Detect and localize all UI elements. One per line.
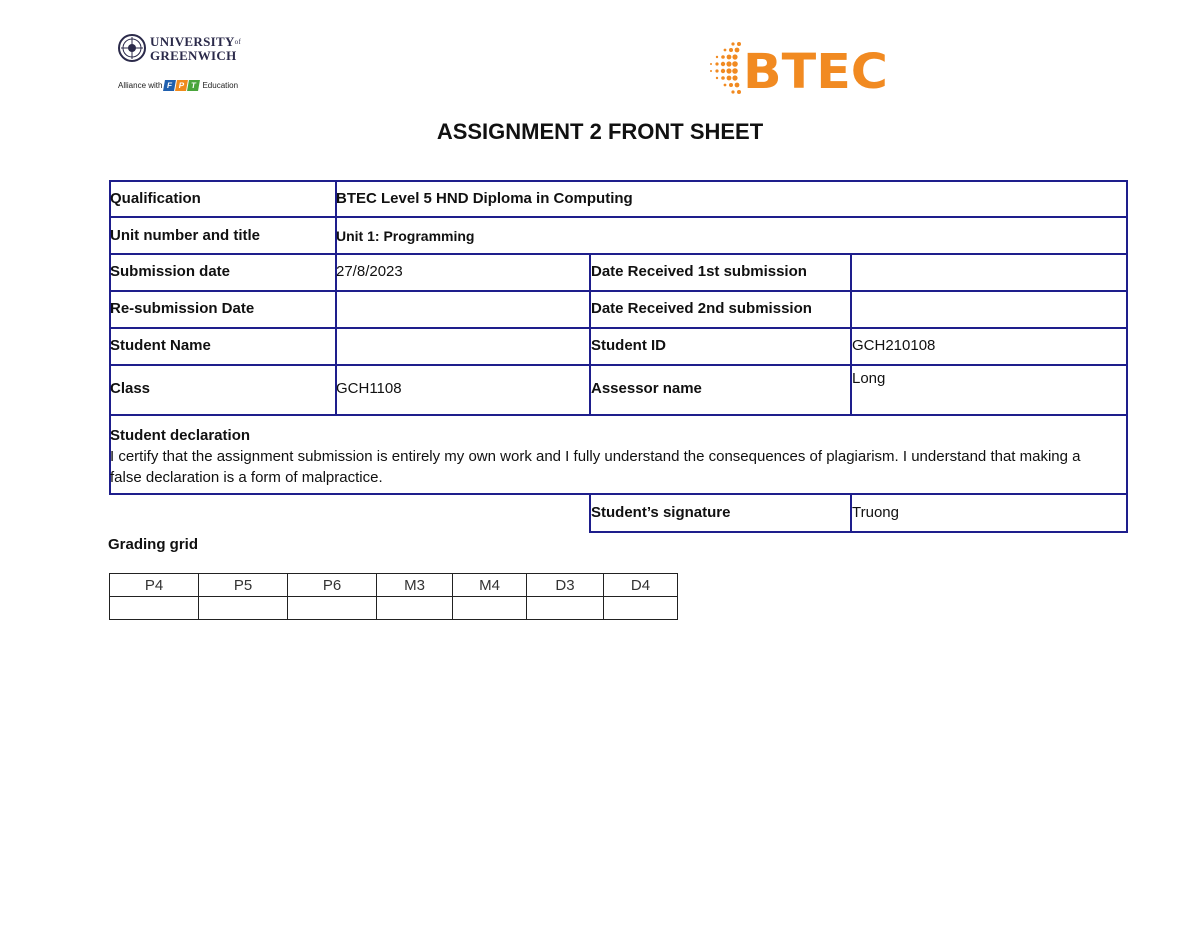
btec-logo	[705, 38, 890, 98]
grade-cell[interactable]	[110, 597, 199, 620]
resubmission-label: Re-submission Date	[110, 300, 255, 317]
declaration-text: I certify that the assignment submission is entirely my own work and I fully understand the consequences of plagiarism. I understand that making a false declaration is a form of malpractice.	[110, 448, 1081, 486]
grade-header: P6	[288, 574, 377, 597]
grade-cell[interactable]	[288, 597, 377, 620]
declaration-title: Student declaration	[110, 427, 251, 444]
student-id-label: Student ID	[591, 337, 666, 354]
university-seal-icon	[118, 34, 146, 62]
date-received-2-label: Date Received 2nd submission	[591, 300, 812, 317]
grading-grid-label: Grading grid	[108, 536, 198, 553]
grading-grid	[109, 573, 678, 620]
student-id-value: GCH210108	[852, 337, 936, 354]
grading-header-row	[110, 574, 678, 597]
signature-value: Truong	[852, 504, 899, 521]
qualification-value: BTEC Level 5 HND Diploma in Computing	[336, 190, 633, 207]
alliance-text: Alliance with	[118, 81, 163, 90]
submission-date-label: Submission date	[110, 263, 231, 280]
class-label: Class	[110, 380, 151, 397]
date-received-1-label: Date Received 1st submission	[591, 263, 807, 280]
university-name: $UNIVERSITY^{of}$ GREENWICH	[150, 34, 242, 63]
fpt-logo: F P T	[164, 80, 200, 91]
page-title: ASSIGNMENT 2 FRONT SHEET	[436, 119, 764, 144]
submission-date-value: 27/8/2023	[336, 263, 403, 280]
alliance-line	[118, 80, 238, 91]
grade-header: M4	[453, 574, 527, 597]
unit-label: Unit number and title	[110, 227, 260, 244]
qualification-label: Qualification	[110, 190, 201, 207]
grade-header: M3	[377, 574, 453, 597]
grade-cell[interactable]	[453, 597, 527, 620]
education-text: Education	[202, 81, 239, 90]
grade-header: P4	[110, 574, 199, 597]
student-declaration	[110, 425, 1110, 488]
grading-value-row	[110, 597, 678, 620]
grade-cell[interactable]	[199, 597, 288, 620]
grade-header: D4	[604, 574, 678, 597]
assessor-value: Long	[852, 370, 886, 387]
grade-cell[interactable]	[527, 597, 604, 620]
grade-cell[interactable]	[604, 597, 678, 620]
class-value: GCH1108	[336, 380, 402, 397]
assessor-label: Assessor name	[591, 380, 702, 397]
signature-label: Student’s signature	[591, 504, 731, 521]
grade-header: P5	[199, 574, 288, 597]
svg-text:BTEC: BTEC	[743, 44, 888, 98]
unit-value: Unit 1: Programming	[336, 228, 475, 244]
grade-header: D3	[527, 574, 604, 597]
grade-cell[interactable]	[377, 597, 453, 620]
student-name-label: Student Name	[110, 337, 211, 354]
